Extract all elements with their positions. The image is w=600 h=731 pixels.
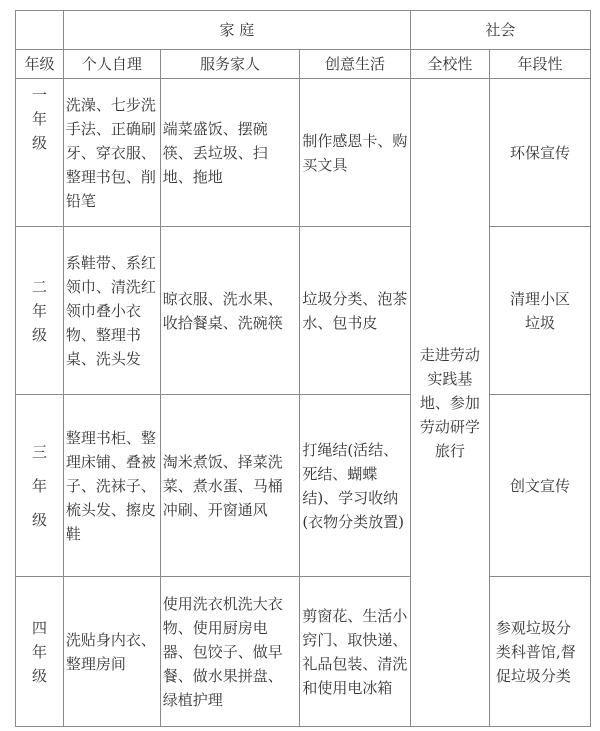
- group-header-row: [16, 11, 591, 50]
- header-serve-family: 服务家人: [160, 50, 300, 79]
- serve-family-cell: 端菜盛饭、摆碗筷、丢垃圾、扫地、拖地: [160, 79, 300, 227]
- column-header-row: [16, 50, 591, 79]
- header-grade: 年级: [16, 50, 64, 79]
- personal-care-cell: 系鞋带、系红领巾、清洗红领巾叠小衣物、整理书桌、洗头发: [63, 227, 160, 395]
- grade-label: 三 年 级: [16, 395, 64, 577]
- header-grade-level: 年段性: [489, 50, 590, 79]
- creative-life-cell: 制作感恩卡、购买文具: [300, 79, 410, 227]
- table-row-grade-4: [16, 577, 591, 727]
- grade-level-cell: 清理小区垃圾: [489, 227, 590, 395]
- grade-label: 一 年 级: [16, 79, 64, 227]
- header-school-wide: 全校性: [410, 50, 489, 79]
- creative-life-cell: 打绳结(活结、死结、蝴蝶结)、学习收纳(衣物分类放置): [300, 395, 410, 577]
- table-row-grade-2: [16, 227, 591, 395]
- serve-family-cell: 晾衣服、洗水果、收拾餐桌、洗碗筷: [160, 227, 300, 395]
- grade-level-cell: 环保宣传: [489, 79, 590, 227]
- personal-care-cell: 洗澡、七步洗手法、正确刷牙、穿衣服、整理书包、削铅笔: [63, 79, 160, 227]
- personal-care-cell: 洗贴身内衣、整理房间: [63, 577, 160, 727]
- table-row-grade-3: [16, 395, 591, 577]
- creative-life-cell: 剪窗花、生活小窍门、取快递、礼品包装、清洗和使用电冰箱: [300, 577, 410, 727]
- grade-label: 二 年 级: [16, 227, 64, 395]
- grade-level-cell: 参观垃圾分类科普馆,督促垃圾分类: [489, 577, 590, 727]
- header-personal-care: 个人自理: [63, 50, 160, 79]
- personal-care-cell: 整理书柜、整理床铺、叠被子、洗袜子、梳头发、擦皮鞋: [63, 395, 160, 577]
- grade-level-cell: 创文宣传: [489, 395, 590, 577]
- header-family: 家 庭: [63, 11, 410, 50]
- school-wide-cell: 走进劳动实践基地、参加劳动研学旅行: [410, 79, 489, 727]
- grade-label: 四 年 级: [16, 577, 64, 727]
- table-row-grade-1: [16, 79, 591, 227]
- serve-family-cell: 使用洗衣机洗大衣物、使用厨房电器、包饺子、做早餐、做水果拼盘、绿植护理: [160, 577, 300, 727]
- header-creative-life: 创意生活: [300, 50, 410, 79]
- labor-curriculum-table: [15, 10, 591, 727]
- corner-cell: [16, 11, 64, 50]
- serve-family-cell: 淘米煮饭、择菜洗菜、煮水蛋、马桶冲刷、开窗通风: [160, 395, 300, 577]
- header-society: 社会: [410, 11, 590, 50]
- creative-life-cell: 垃圾分类、泡茶水、包书皮: [300, 227, 410, 395]
